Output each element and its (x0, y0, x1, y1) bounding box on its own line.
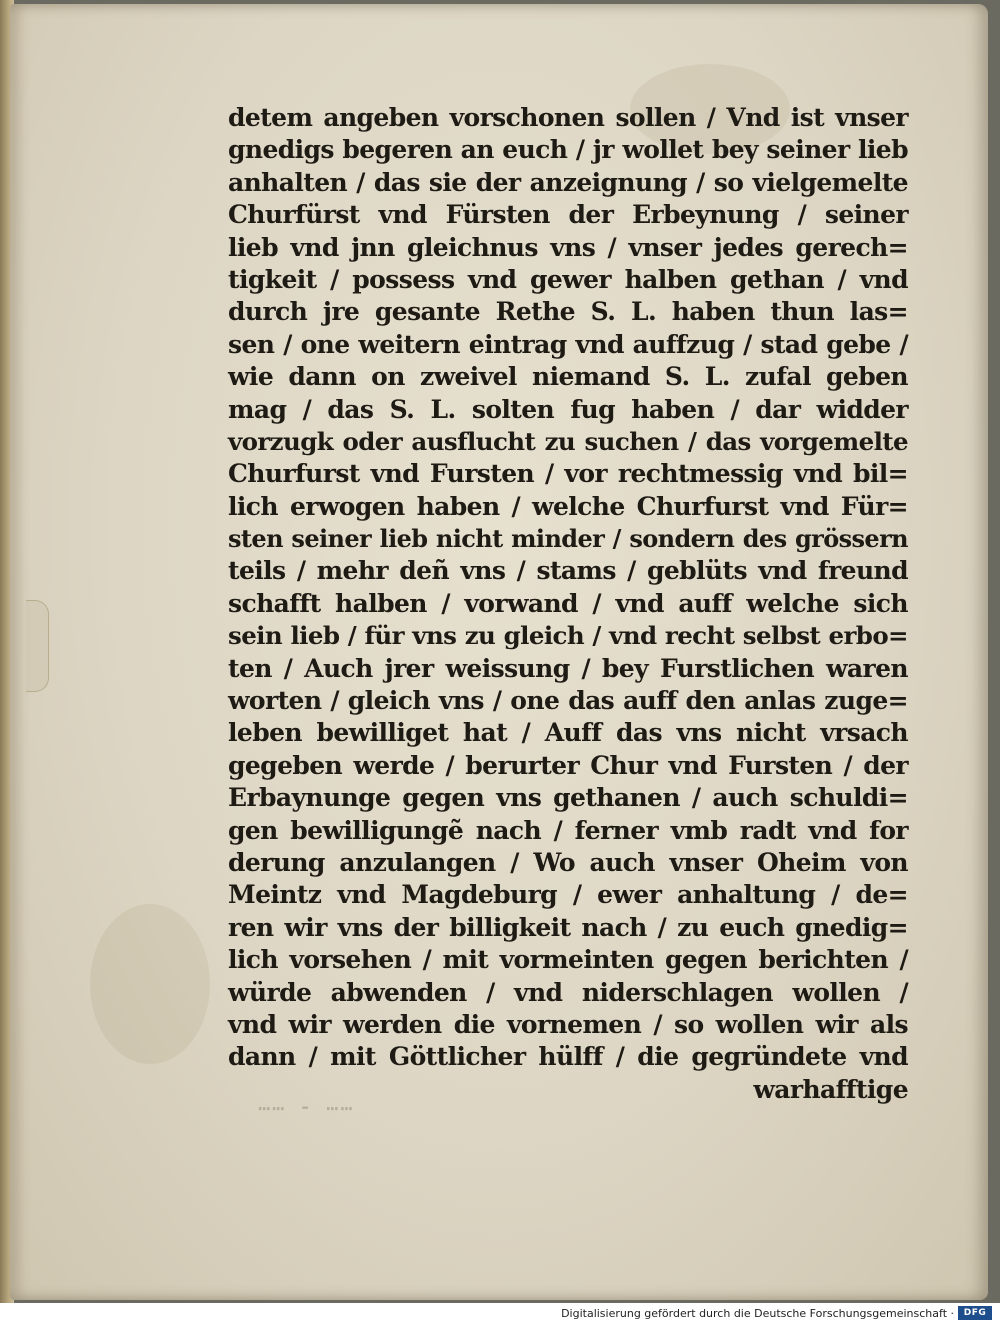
text-line: anhalten / das sie der anzeignung / so vielgemelte (228, 167, 908, 197)
paper-stain (90, 904, 210, 1064)
page-fold (26, 600, 49, 692)
text-line: würde abwenden / vnd niderschlagen wollen / (228, 977, 908, 1007)
text-line: ren wir vns der billigkeit nach / zu euch gnedig= (228, 912, 908, 942)
text-line: vnd wir werden die vornemen / so wollen wir als (228, 1009, 908, 1039)
text-line: schafft halben / vorwand / vnd auff welche sich (228, 588, 908, 618)
text-line: lich erwogen haben / welche Churfurst vnd Für= (228, 491, 908, 521)
text-line: lieb vnd jnn gleichnus vns / vnser jedes gerech= (228, 232, 908, 262)
catchword: warhafftige (753, 1074, 908, 1104)
footer-bar (0, 1303, 1000, 1324)
text-line: wie dann on zweivel niemand S. L. zufal geben (228, 362, 908, 392)
text-line: Churfurst vnd Fursten / vor rechtmessig vnd bil= (228, 459, 908, 489)
text-line: dann / mit Göttlicher hülff / die gegründete vnd (228, 1042, 908, 1072)
text-line: gegeben werde / berurter Chur vnd Fursten / der (228, 750, 908, 780)
text-line: tigkeit / possess vnd gewer halben gethan / vnd (228, 264, 908, 294)
text-line: sein lieb / für vns zu gleich / vnd recht selbst erbo= (228, 621, 908, 651)
body-text (228, 102, 908, 1106)
text-line: mag / das S. L. solten fug haben / dar widder (228, 394, 908, 424)
text-line: durch jre gesante Rethe S. L. haben thun las= (228, 297, 908, 327)
text-line: detem angeben vorschonen sollen / Vnd ist vnser (228, 103, 908, 132)
text-line: lich vorsehen / mit vormeinten gegen berichten / (228, 945, 908, 975)
text-line: Erbaynunge gegen vns gethanen / auch schuldi= (228, 783, 908, 813)
text-line: gnedigs begeren an euch / jr wollet bey seiner lieb (228, 135, 908, 165)
text-line: sen / one weitern eintrag vnd auffzug / stad gebe / (228, 329, 908, 359)
bleed-through-marks: ⋯⋯ ⁃ ⋯⋯ (258, 1096, 355, 1120)
text-line: ten / Auch jrer weissung / bey Furstlichen waren (228, 653, 908, 683)
text-line: worten / gleich vns / one das auff den anlas zuge= (228, 686, 908, 716)
text-line: derung anzulangen / Wo auch vnser Oheim von (228, 847, 908, 877)
text-line: vorzugk oder ausflucht zu suchen / das vorgemelte (228, 426, 908, 456)
text-line: sten seiner lieb nicht minder / sondern des grössern (228, 524, 908, 554)
funding-credit: Digitalisierung gefördert durch die Deutsche Forschungsgemeinschaft · (561, 1307, 954, 1320)
text-line: Churfürst vnd Fürsten der Erbeynung / seiner (228, 200, 908, 230)
text-line: leben bewilliget hat / Auff das vns nicht vrsach (228, 718, 908, 748)
text-line: teils / mehr deñ vns / stams / geblüts vnd freund (228, 556, 908, 586)
dfg-logo: DFG (958, 1306, 992, 1320)
text-line: Meintz vnd Magdeburg / ewer anhaltung / de= (228, 880, 908, 910)
text-line: gen bewilligungẽ nach / ferner vmb radt vnd for (228, 815, 908, 845)
